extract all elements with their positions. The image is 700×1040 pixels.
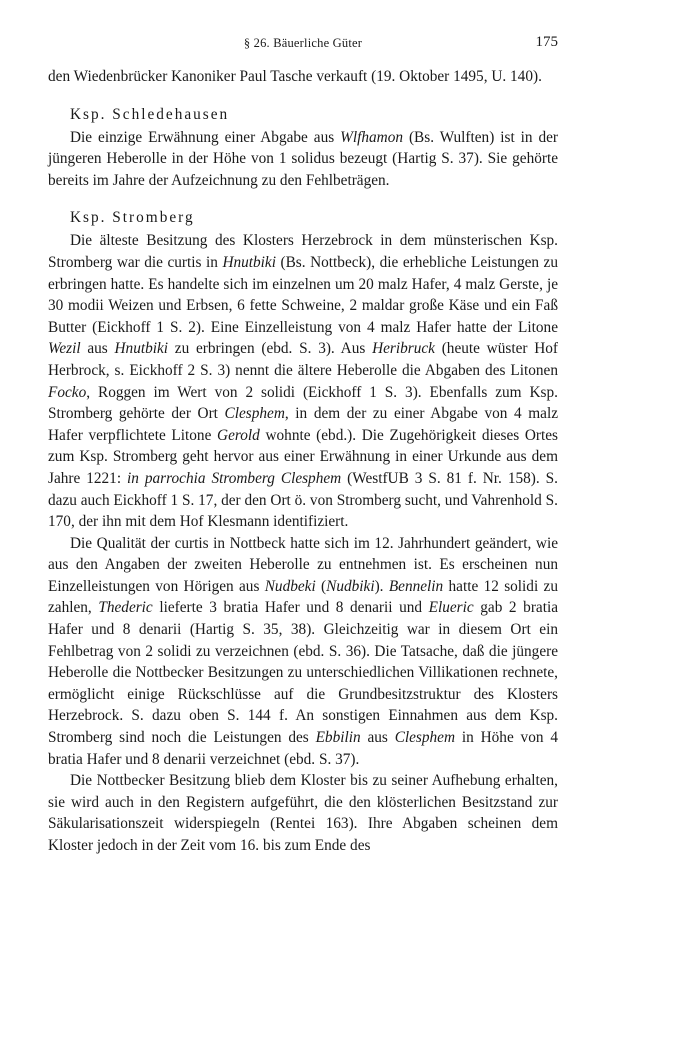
section-heading: Ksp. Schledehausen bbox=[70, 105, 230, 123]
body-text bbox=[48, 66, 558, 857]
paragraph: Die einzige Erwähnung einer Abgabe aus Wlfhamon (Bs. Wulften) ist in der jüngeren Heberolle in der Höhe von 1 solidus bezeugt (Hartig S. 37). Sie gehörte bereits im Jahre der Aufzeichnung zu den Fehlbeträgen. bbox=[48, 128, 559, 189]
running-title: § 26. Bäuerliche Güter bbox=[243, 36, 363, 50]
paragraph: den Wiedenbrücker Kanoniker Paul Tasche verkauft (19. Oktober 1495, U. 140). bbox=[48, 68, 542, 85]
paragraph: Die älteste Besitzung des Klosters Herzebrock in dem münsterischen Ksp. Stromberg war die curtis in Hnutbiki (Bs. Nottbeck), die erhebliche Leistungen zu erbringen hatte. Es handelte sich im einzelnen um 20 malz Hafer, 4 malz Gerste, je 30 modii Weizen und Erbsen, 6 fette Schweine, 2 maldar große Käse und ein Faß Butter (Eickhoff 1 S. 2). Eine Einzelleistung von 4 malz Hafer hatte der Litone Wezil aus Hnutbiki zu erbringen (ebd. S. 3). Aus Heribruck (heute wüster Hof Herbrock, s. Eickhoff 2 S. 3) nennt die ältere Heberolle die Abgaben des Litonen Focko, Roggen im Wert von 2 solidi (Eickhoff 1 S. 3). Ebenfalls zum Ksp. Stromberg gehörte der Ort Clesphem, in dem der zu einer Abgabe von 4 malz Hafer verpflichtete Litone Gerold wohnte (ebd.). Die Zugehörigkeit dieses Ortes zum Ksp. Stromberg geht hervor aus einer Erwähnung in einer Urkunde aus dem Jahre 1221: in parrochia Stromberg Clesphem (WestfUB 3 S. 81 f. Nr. 158). S. dazu auch Eickhoff 1 S. 17, der den Ort ö. von Stromberg sucht, und Vahrenhold S. 170, der ihn mit dem Hof Klesmann identifiziert. bbox=[48, 232, 559, 531]
page bbox=[48, 32, 558, 857]
page-number: 175 bbox=[535, 34, 558, 50]
section-heading: Ksp. Stromberg bbox=[70, 209, 195, 227]
running-header bbox=[48, 32, 558, 58]
paragraph: Die Nottbecker Besitzung blieb dem Kloster bis zu seiner Aufhebung erhalten, sie wird auch in den Registern aufgeführt, die den klösterlichen Besitzstand zur Säkularisationszeit widerspiegeln (Rentei 163). Ihre Abgaben scheinen dem Kloster jedoch in der Zeit vom 16. bis zum Ende des bbox=[48, 772, 558, 854]
paragraph: Die Qualität der curtis in Nottbeck hatte sich im 12. Jahrhundert geändert, wie aus den Angaben der zweiten Heberolle zu entnehmen ist. Es erscheinen nun Einzelleistungen von Hörigen aus Nudbeki (Nudbiki). Bennelin hatte 12 solidi zu zahlen, Thederic lieferte 3 bratia Hafer und 8 denarii und Elueric gab 2 bratia Hafer und 8 denarii (Hartig S. 35, 38). Gleichzeitig war in diesem Ort ein Fehlbetrag von 2 solidi zu verzeichnen (ebd. S. 36). Die Tatsache, daß die jüngere Heberolle die Nottbecker Besitzungen zu unterschiedlichen Villikationen rechnete, ermöglicht einige Rückschlüsse auf die Grundbesitzstruktur des Klosters Herzebrock. S. dazu oben S. 144 f. An sonstigen Einnahmen aus dem Ksp. Stromberg sind noch die Leistungen des Ebbilin aus Clesphem in Höhe von 4 bratia Hafer und 8 denarii verzeichnet (ebd. S. 37). bbox=[48, 534, 558, 768]
